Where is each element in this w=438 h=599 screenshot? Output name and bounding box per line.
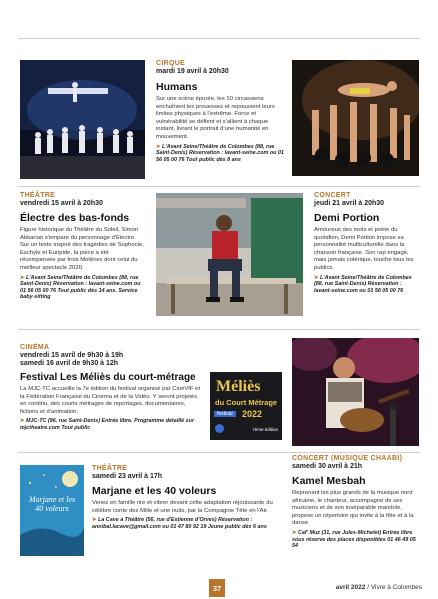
electre-article [20,192,146,301]
demi-description: Amoureux des mots et poète du quotidien, Demi Portion impose sa personnalité multiculturelle dans la chanson française. Son rap engagé, mais jamais colérique, touche tous les publics. [314,227,414,271]
demi-category: CONCERT [314,192,351,199]
humans-acrobats-photo [292,60,419,176]
melies-article [20,344,205,432]
melies-poster-edition: 7ème édition [252,427,278,432]
page-number: 37 [209,579,225,597]
arrow-icon: ➤ [156,143,163,150]
marjane-title: Marjane et les 40 voleurs [92,485,217,497]
melies-poster-line1: Méliès [216,378,261,395]
melies-category: CINÉMA [20,344,50,351]
melies-poster-logo [215,424,224,433]
marjane-article [92,465,282,530]
kamel-date: samedi 30 avril à 21h [292,463,363,470]
arrow-icon: ➤ [20,418,27,425]
marjane-info: ➤ La Cave à Théâtre (56, rue d'Estienne d'Orves) Réservation : annibal.lacave@gmail.com ou 01 47 80 92 19 Jeune public dès 6 ans [92,517,267,530]
melies-poster-year: 2022 [242,409,263,419]
demi-portion-photo [156,193,303,316]
humans-stage-photo [20,60,145,179]
kamel-article [292,455,420,550]
humans-date: mardi 19 avril à 20h30 [156,68,229,75]
demi-article [314,192,420,294]
separator-1 [18,186,420,187]
humans-title: Humans [156,81,198,93]
kamel-title: Kamel Mesbah [292,475,366,487]
kamel-mesbah-photo [292,338,419,446]
melies-date-2: samedi 16 avril de 9h30 à 12h [20,360,119,367]
demi-info: ➤ L'Avant Seine/Théâtre de Colombes (88, rue Saint-Denis) Réservation : lavant-seine.com ou 01 56 05 00 76 [314,274,412,294]
marjane-poster-text: Marjane et les 40 voleurs [28,495,76,513]
kamel-description: Reprenant les plus grands de la musique nord africaine, le chanteur, accompagné de ses musiciens et de son inséparable mandole, propose un répertoire qui invite à la fête et à la danse. [292,490,414,527]
melies-info: ➤ MJC-TC (96, rue Saint-Denis) Entrée libre. Programme détaillé sur mjctheatre.com Tout public [20,418,195,431]
melies-poster [210,372,282,440]
demi-date: jeudi 21 avril à 20h30 [314,200,385,207]
arrow-icon: ➤ [20,274,27,281]
humans-category: CIRQUE [156,60,186,67]
arrow-icon: ➤ [92,517,99,524]
electre-category: THÉÂTRE [20,192,56,199]
marjane-poster [20,465,84,556]
marjane-category: THÉÂTRE [92,465,128,472]
arrow-icon: ➤ [292,529,299,536]
melies-poster-line2: du Court Métrage [215,398,278,407]
footer-issue: avril 2022 / Vivre à Colombes [335,584,422,591]
demi-title: Demi Portion [314,212,380,224]
humans-article [156,60,284,163]
separator-2 [18,329,420,330]
melies-title: Festival Les Méliès du court-métrage [20,372,196,383]
humans-info: ➤ L'Avant Seine/Théâtre de Colombes (88, rue Saint-Denis) Réservation : lavant-seine.com ou 01 56 05 00 76 Tout public dès 8 ans [156,143,284,163]
melies-poster-badge: festival [214,411,236,417]
kamel-category: CONCERT (MUSIQUE CHAABI) [292,455,403,462]
melies-date-1: vendredi 15 avril de 9h30 à 19h [20,352,124,359]
humans-description: Sur une scène épurée, les 10 circassiens enchaînent les prouesses et repoussent leurs limites physiques à l'extrême. Force et vulnérabilité se défient et s'allient à chaque instant, livrant le portrait d'une humanité en mouvement. [156,96,275,140]
kamel-info: ➤ Caf' Muz (31, rue Jules-Michelet) Entrée libre sous réserve des places disponibles 01 46 49 05 54 [292,529,416,550]
marjane-date: samedi 23 avril à 17h [92,473,163,480]
melies-description: La MJC-TC accueille la 7e édition du festival organisé par CinéVIF et la Fédération Française du Cinéma et de la Vidéo. Y seront projetés en continu, des courts métrages de reportages, documentaires, fictions et d'animation. [20,386,201,415]
electre-description: Figure historique du Théâtre du Soleil, Simon Abkarian s'empare du personnage d'Électre. Sur un texte inspiré des tragédies de Sophocle, Eschyle et Euripide, la pièce a été récompensée par trois Molières dont celui du meilleur spectacle 2020. [20,227,144,271]
electre-date: vendredi 15 avril à 20h30 [20,200,103,207]
arrow-icon: ➤ [314,274,321,281]
separator-3 [18,452,420,453]
electre-info: ➤ L'Avant Seine/Théâtre de Colombes (88, rue Saint-Denis) Réservation : lavant-seine.com ou 01 56 05 00 76 Tout public dès 14 ans. Service baby-sitting [20,274,141,301]
top-rule [18,38,420,39]
electre-title: Électre des bas-fonds [20,212,130,224]
marjane-description: Venez en famille rire et vibrer devant cette adaptation réjouissante du célèbre conte des Mille et une nuits, par la Compagnie Tête en l'Air. [92,500,273,514]
